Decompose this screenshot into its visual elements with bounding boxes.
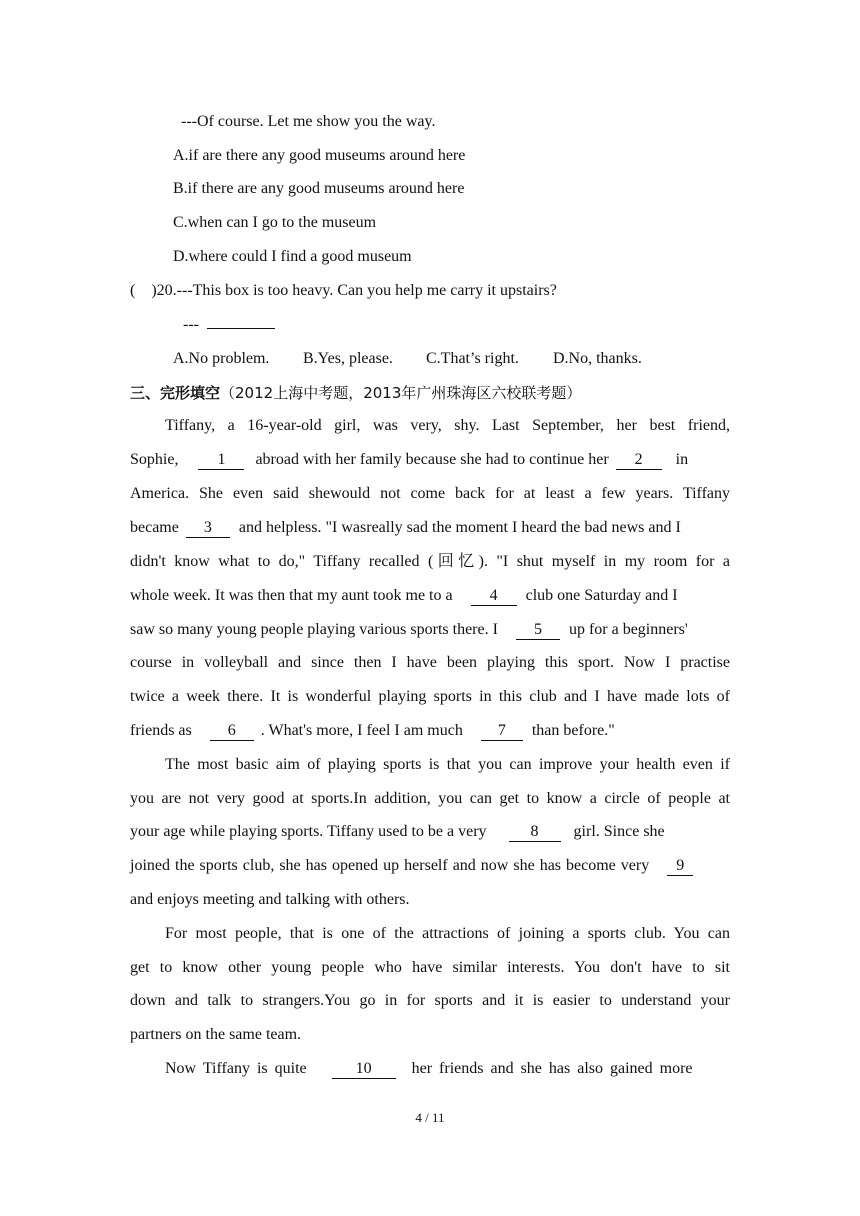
text: friends as (130, 722, 192, 739)
answer-bracket: ( ) (130, 282, 157, 299)
q19-reply: ---Of course. Let me show you the way. (181, 113, 436, 130)
blank-9: 9 (667, 857, 693, 876)
q20-options (173, 347, 773, 371)
q20-option-a: A.No problem. (173, 350, 270, 367)
text: saw so many young people playing various sports there. I (130, 621, 498, 638)
q19-option-b: B.if there are any good museums around here (173, 180, 465, 197)
text: whole week. It was then that my aunt took me to a (130, 587, 453, 604)
blank-3: 3 (186, 519, 230, 538)
p2-line-4 (130, 854, 730, 878)
p2-line-5: and enjoys meeting and talking with others. (130, 891, 410, 908)
p1-line-2 (130, 448, 730, 472)
p1-line-6 (130, 584, 730, 608)
q20-reply-prefix: --- (183, 316, 199, 333)
blank-5: 5 (516, 621, 560, 640)
p1-line-9: twice a week there. It is wonderful playing sports in this club and I have made lots of (130, 688, 730, 705)
p4-line-1 (165, 1057, 730, 1081)
section-heading (130, 381, 730, 405)
text: Sophie, (130, 451, 179, 468)
q19-option-a: A.if are there any good museums around here (173, 147, 466, 164)
text: up for a beginners' (568, 621, 688, 638)
blank-7: 7 (481, 722, 523, 741)
section-title: 三、完形填空 (130, 384, 221, 402)
text: joined the sports club, she has opened up herself and now she has become very (130, 857, 650, 874)
p3-line-4: partners on the same team. (130, 1026, 302, 1043)
p1-line-8: course in volleyball and since then I have been playing this sport. Now I practise (130, 654, 730, 671)
p2-line-1: The most basic aim of playing sports is that you can improve your health even if (165, 756, 730, 773)
section-source: （2012上海中考题，2013年广州珠海区六校联考题） (220, 384, 582, 402)
text: and helpless. "I wasreally sad the moment I heard the bad news and I (238, 519, 681, 536)
p3-line-1: For most people, that is one of the attractions of joining a sports club. You can (165, 925, 730, 942)
blank-10: 10 (332, 1060, 396, 1079)
p1-line-10 (130, 719, 730, 743)
text: in (675, 451, 689, 468)
blank-6: 6 (210, 722, 254, 741)
q20-option-d: D.No, thanks. (553, 350, 642, 367)
p1-line-4 (130, 516, 730, 540)
p3-line-3: down and talk to strangers.You go in for sports and it is easier to understand your (130, 992, 730, 1009)
text: club one Saturday and I (525, 587, 678, 604)
q19-option-d: D.where could I find a good museum (173, 248, 412, 265)
text: abroad with her family because she had to continue her (255, 451, 609, 468)
q20-reply (183, 313, 783, 337)
q20-answer-blank (207, 328, 275, 329)
p1-line-1: Tiffany, a 16-year-old girl, was very, shy. Last September, her best friend, (165, 417, 730, 434)
q20-option-b: B.Yes, please. (303, 350, 393, 367)
q19-option-c: C.when can I go to the museum (173, 214, 377, 231)
text: Now Tiffany is quite (165, 1060, 307, 1077)
blank-1: 1 (198, 451, 244, 470)
blank-8: 8 (509, 823, 561, 842)
blank-4: 4 (471, 587, 517, 606)
p2-line-2: you are not very good at sports.In addition, you can get to know a circle of people at (130, 790, 730, 807)
q20-question-line (130, 279, 730, 303)
p3-line-2: get to know other young people who have similar interests. You don't have to sit (130, 959, 730, 976)
p1-line-7 (130, 618, 730, 642)
p2-line-3 (130, 820, 730, 844)
blank-2: 2 (616, 451, 662, 470)
text: your age while playing sports. Tiffany used to be a very (130, 823, 487, 840)
text: her friends and she has also gained more (411, 1060, 693, 1077)
text: became (130, 519, 179, 536)
text: than before." (531, 722, 615, 739)
p1-line-3: America. She even said shewould not come back for at least a few years. Tiffany (130, 485, 730, 502)
text: girl. Since she (573, 823, 665, 840)
text: . What's more, I feel I am much (260, 722, 463, 739)
q20-question: 20.---This box is too heavy. Can you help me carry it upstairs? (156, 282, 557, 299)
q20-option-c: C.That’s right. (426, 350, 519, 367)
p1-line-5: didn't know what to do," Tiffany recalled (回忆). "I shut myself in my room for a (130, 553, 730, 570)
page-number: 4 / 11 (415, 1110, 445, 1125)
